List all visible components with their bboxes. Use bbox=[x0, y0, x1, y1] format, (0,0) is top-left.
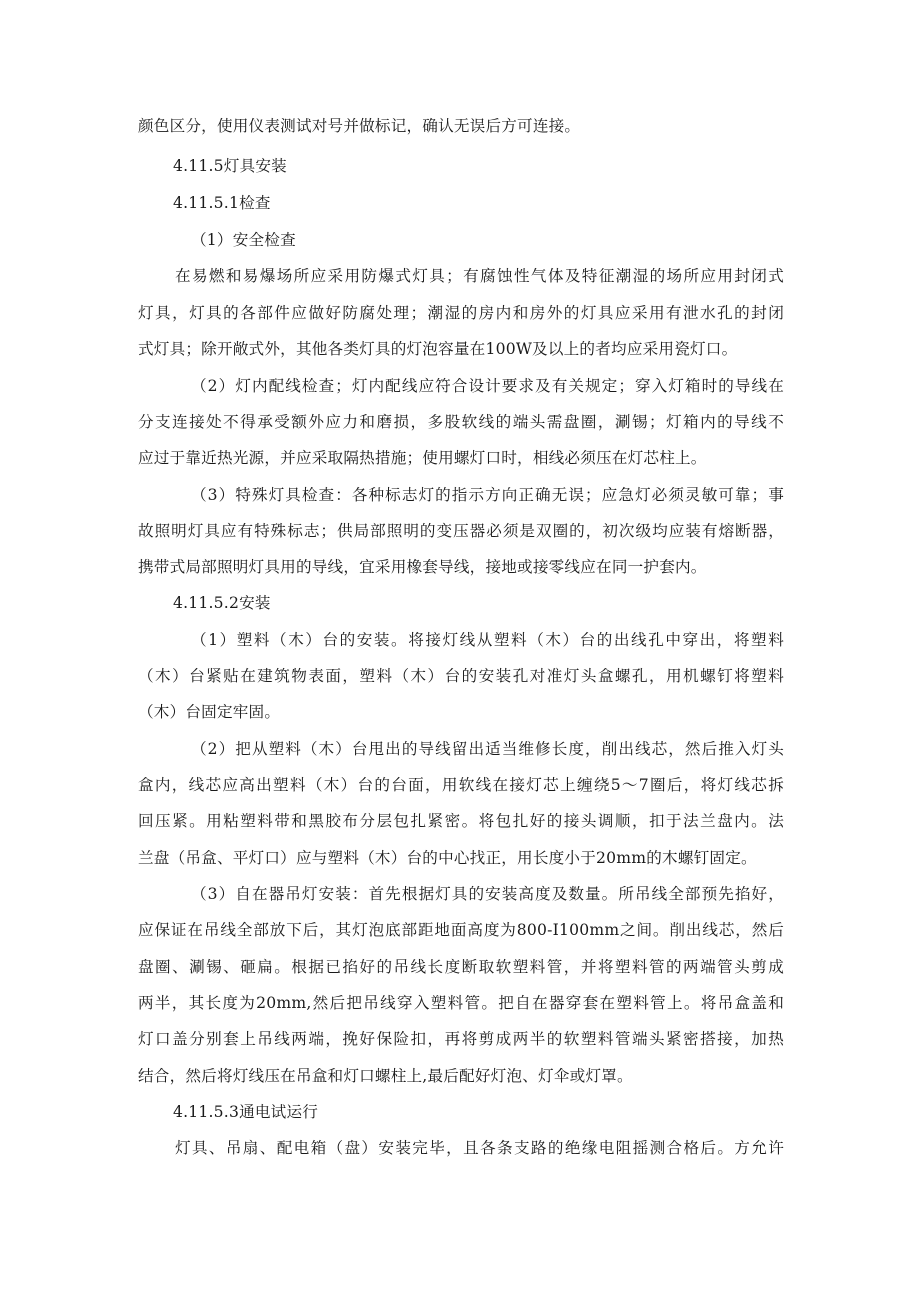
paragraph-line: 灯口盖分别套上吊线两端，挽好保险扣，再将剪成两半的软塑料管端头紧密搭接，加热 bbox=[138, 1030, 784, 1048]
subsection-heading-4-11-5-3: 4.11.5.3通电试运行 bbox=[173, 1103, 319, 1121]
paragraph-line: （3）自在器吊灯安装：首先根据灯具的安装高度及数量。所吊线全部预先掐好， bbox=[191, 885, 784, 903]
paragraph-line: 两半，其长度为20mm,然后把吊线穿入塑料管。把自在器穿套在塑料管上。将吊盒盖和 bbox=[138, 994, 784, 1012]
paragraph-line: 盘圈、涮锡、砸扁。根据已掐好的吊线长度断取软塑料管，并将塑料管的两端管头剪成 bbox=[138, 958, 784, 976]
paragraph-line: 回压紧。用粘塑料带和黑胶布分层包扎紧密。将包扎好的接头调顺，扣于法兰盘内。法 bbox=[138, 812, 784, 830]
paragraph-line: 结合，然后将灯线压在吊盒和灯口螺柱上,最后配好灯泡、灯伞或灯罩。 bbox=[138, 1067, 633, 1085]
paragraph-line: （1）塑料（木）台的安装。将接灯线从塑料（木）台的出线孔中穿出，将塑料 bbox=[191, 631, 784, 649]
subsection-heading-4-11-5-1: 4.11.5.1检查 bbox=[173, 194, 271, 212]
paragraph-line: 分支连接处不得承受额外应力和磨损，多股软线的端头需盘圈，涮锡；灯箱内的导线不 bbox=[138, 413, 784, 431]
paragraph-line: 灯具、吊扇、配电箱（盘）安装完毕，且各条支路的绝缘电阻摇测合格后。方允许 bbox=[175, 1139, 784, 1157]
paragraph-line: 携带式局部照明灯具用的导线，宜采用橡套导线，接地或接零线应在同一护套内。 bbox=[138, 558, 707, 576]
paragraph-line: （3）特殊灯具检查：各种标志灯的指示方向正确无误；应急灯必须灵敏可靠；事 bbox=[191, 486, 784, 504]
paragraph-line: （2）把从塑料（木）台甩出的导线留出适当维修长度，削出线芯，然后推入灯头 bbox=[191, 740, 784, 758]
paragraph-line: 在易燃和易爆场所应采用防爆式灯具；有腐蚀性气体及特征潮湿的场所应用封闭式 bbox=[175, 267, 784, 285]
paragraph-line: 应过于靠近热光源，并应采取隔热措施；使用螺灯口时，相线必须压在灯芯柱上。 bbox=[138, 449, 707, 467]
paragraph-line: （2）灯内配线检查；灯内配线应符合设计要求及有关规定；穿入灯箱时的导线在 bbox=[191, 377, 784, 395]
section-heading-4-11-5: 4.11.5灯具安装 bbox=[173, 157, 287, 175]
item-heading-safety-check: （1）安全检查 bbox=[191, 231, 296, 249]
paragraph-line: 盒内，线芯应高出塑料（木）台的台面，用软线在接灯芯上缠绕5～7圈后，将灯线芯拆 bbox=[138, 776, 784, 794]
paragraph-line: 兰盘（吊盒、平灯口）应与塑料（木）台的中心找正，用长度小于20mm的木螺钉固定。 bbox=[138, 849, 757, 867]
paragraph-line: （木）台紧贴在建筑物表面，塑料（木）台的安装孔对准灯头盒螺孔，用机螺钉将塑料 bbox=[138, 667, 784, 685]
paragraph-line: 故照明灯具应有特殊标志；供局部照明的变压器必须是双圈的，初次级均应装有熔断器， bbox=[138, 522, 784, 540]
subsection-heading-4-11-5-2: 4.11.5.2安装 bbox=[173, 594, 271, 612]
paragraph-continuation-line: 颜色区分，使用仪表测试对号并做标记，确认无误后方可连接。 bbox=[138, 117, 581, 135]
paragraph-line: （木）台固定牢固。 bbox=[138, 703, 281, 721]
paragraph-line: 灯具，灯具的各部件应做好防腐处理；潮湿的房内和房外的灯具应采用有泄水孔的封闭 bbox=[138, 304, 784, 322]
paragraph-line: 式灯具；除开敞式外，其他各类灯具的灯泡容量在100W及以上的者均应采用瓷灯口。 bbox=[138, 340, 738, 358]
paragraph-line: 应保证在吊线全部放下后，其灯泡底部距地面高度为800-I100mm之间。削出线芯，然后 bbox=[138, 921, 784, 939]
